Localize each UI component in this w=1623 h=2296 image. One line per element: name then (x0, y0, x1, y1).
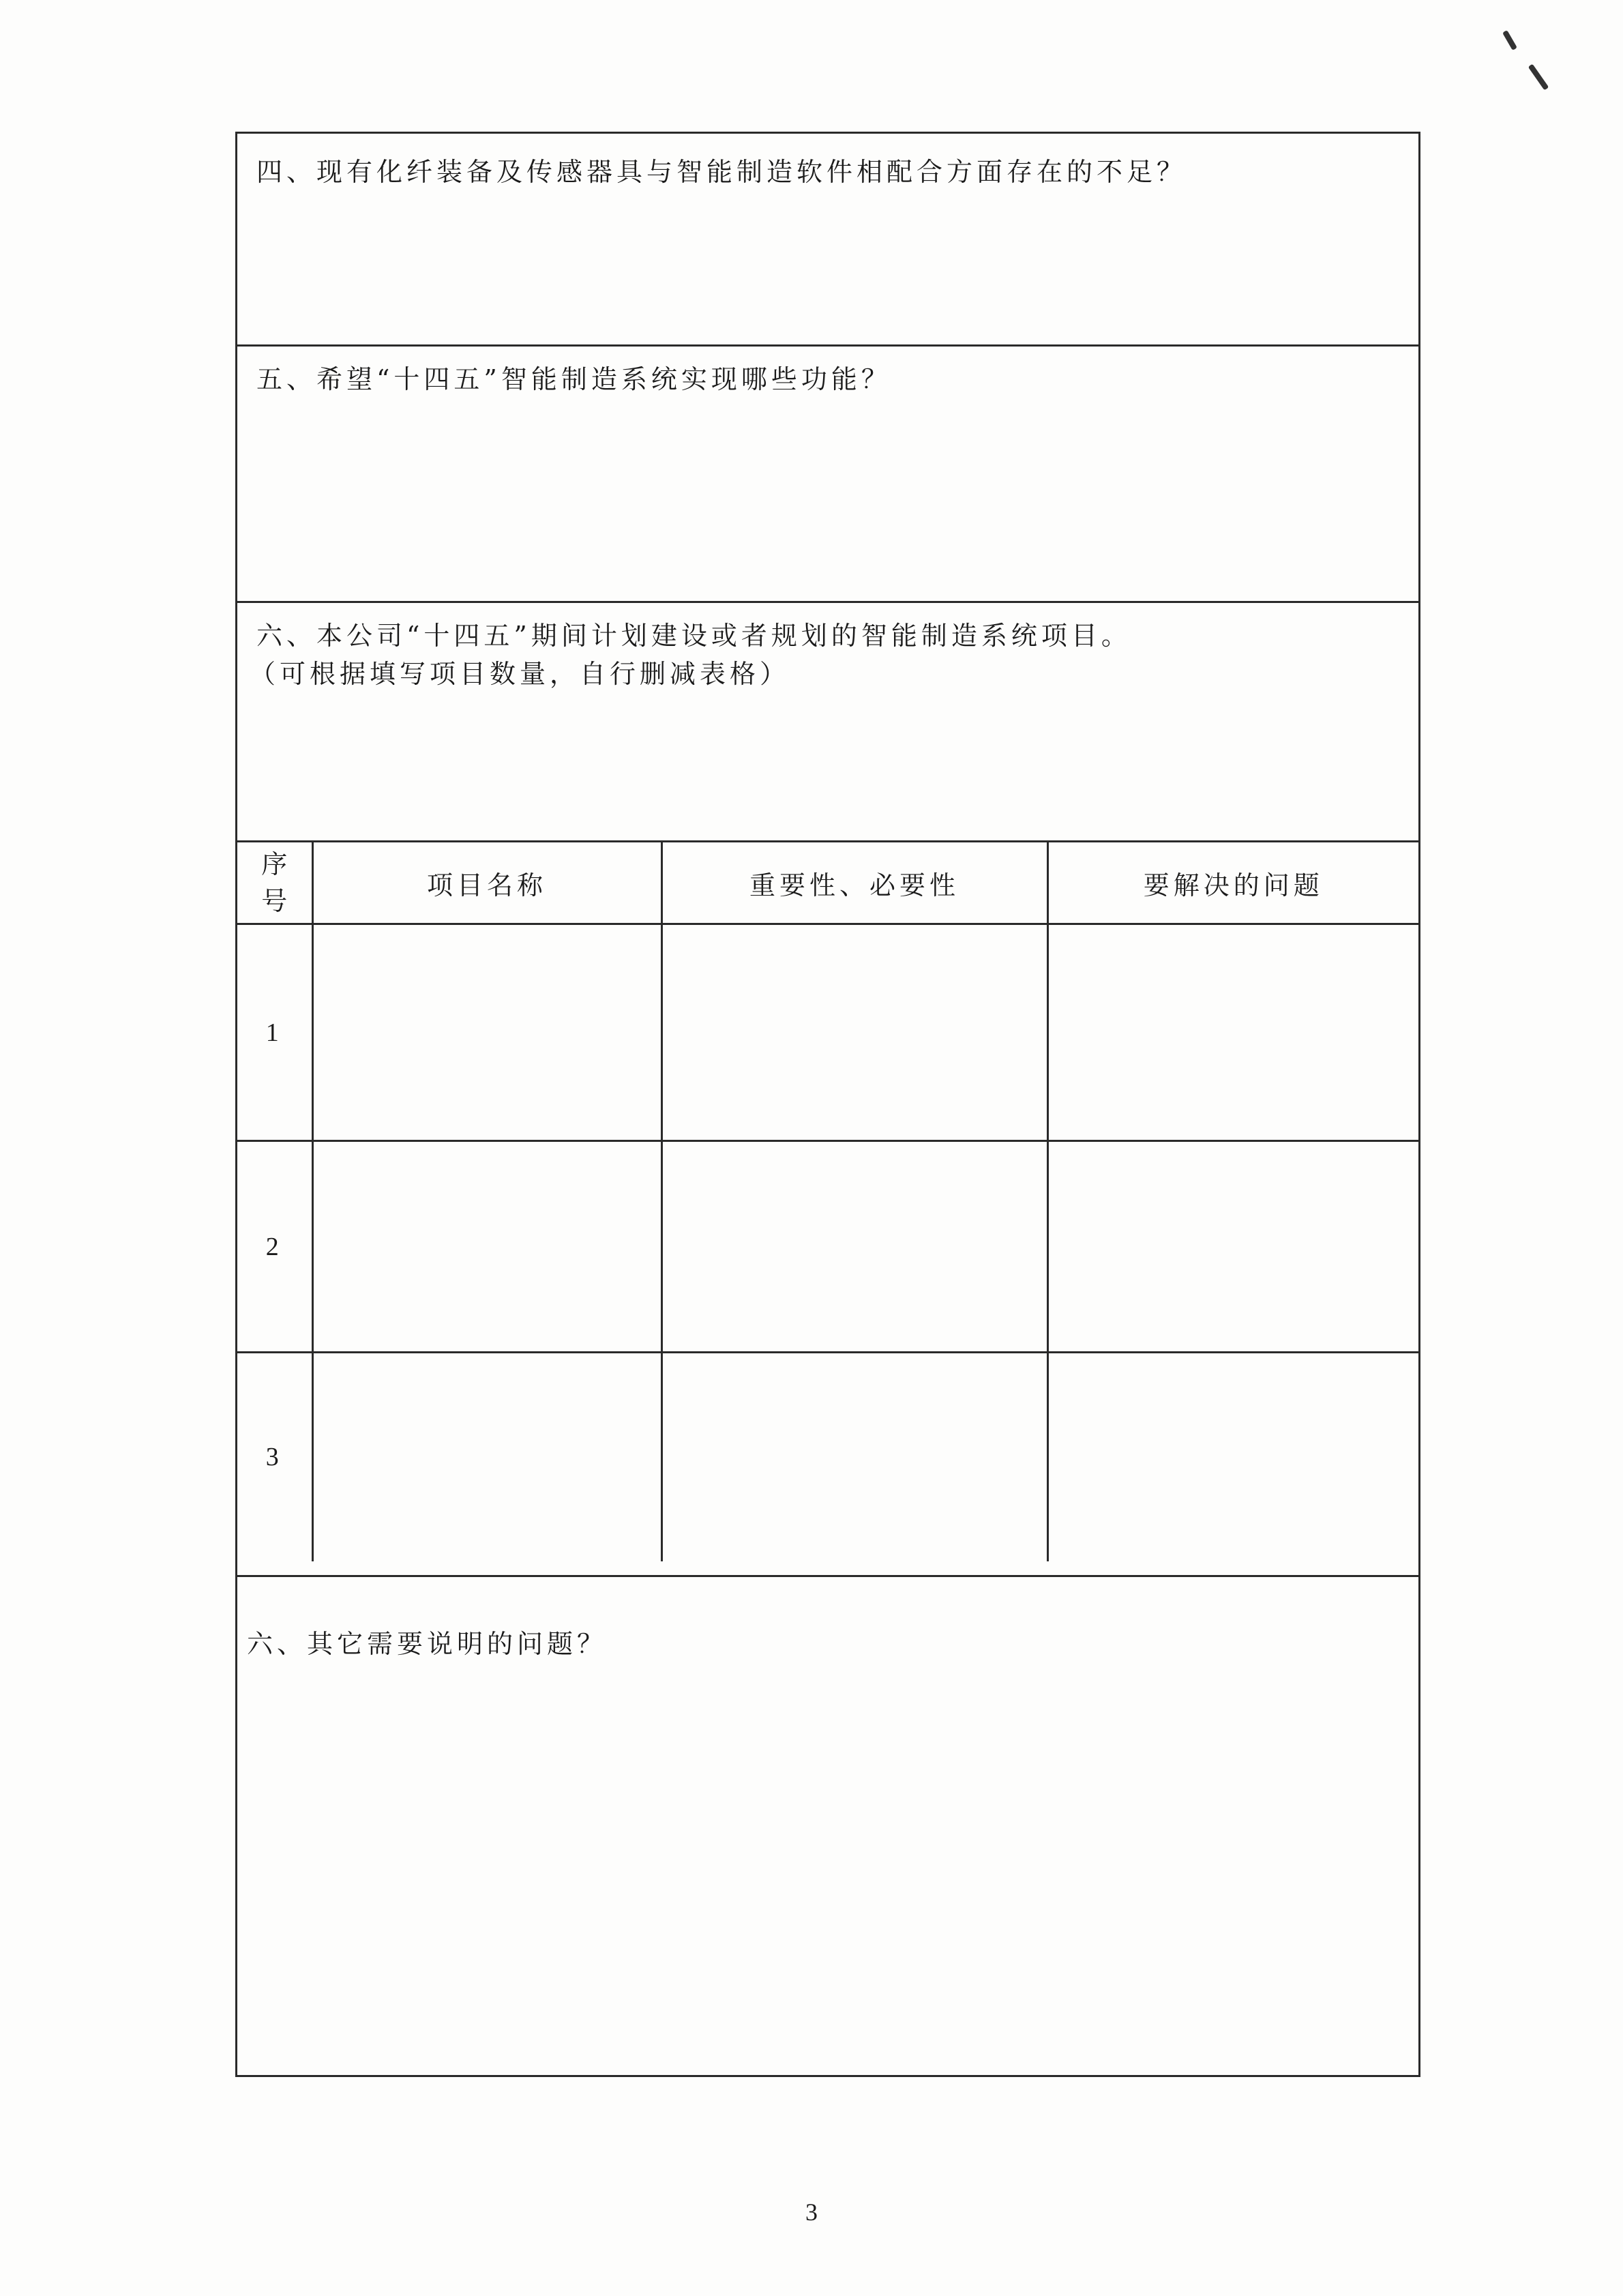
cell-problem[interactable] (1047, 924, 1418, 1141)
survey-form (235, 132, 1420, 2077)
cell-importance[interactable] (661, 1353, 1047, 1561)
header-seq: 序号 (237, 842, 312, 924)
section-equipment-shortcomings (237, 134, 1418, 347)
cell-project-name[interactable] (312, 1353, 661, 1561)
table-header-row (237, 842, 1418, 924)
section-title: 五、希望“十四五”智能制造系统实现哪些功能？ (256, 364, 891, 394)
cell-problem[interactable] (1047, 1141, 1418, 1353)
row-seq: 1 (237, 924, 312, 1141)
cell-importance[interactable] (661, 924, 1047, 1141)
scan-mark (1502, 30, 1517, 50)
section-other-issues (237, 1577, 1418, 2075)
cell-project-name[interactable] (312, 924, 661, 1141)
section-title: 六、本公司“十四五”期间计划建设或者规划的智能制造系统项目。 (256, 621, 1131, 651)
scan-mark (1528, 64, 1549, 91)
header-problem: 要解决的问题 (1047, 842, 1418, 924)
cell-problem[interactable] (1047, 1353, 1418, 1561)
header-importance: 重要性、必要性 (661, 842, 1047, 924)
cell-importance[interactable] (661, 1141, 1047, 1353)
section-planned-projects (237, 603, 1418, 1577)
section-title: 四、现有化纤装备及传感器具与智能制造软件相配合方面存在的不足？ (256, 157, 1187, 187)
header-project-name: 项目名称 (312, 842, 661, 924)
table-row (237, 924, 1418, 1141)
projects-table (237, 840, 1418, 1561)
table-row (237, 1353, 1418, 1561)
section-note: （可根据填写项目数量，自行删减表格） (250, 659, 790, 689)
cell-project-name[interactable] (312, 1141, 661, 1353)
section-title: 六、其它需要说明的问题？ (247, 1629, 608, 1659)
section-desired-functions (237, 347, 1418, 603)
row-seq: 2 (237, 1141, 312, 1353)
page-number: 3 (805, 2198, 818, 2226)
table-row (237, 1141, 1418, 1353)
row-seq: 3 (237, 1353, 312, 1561)
